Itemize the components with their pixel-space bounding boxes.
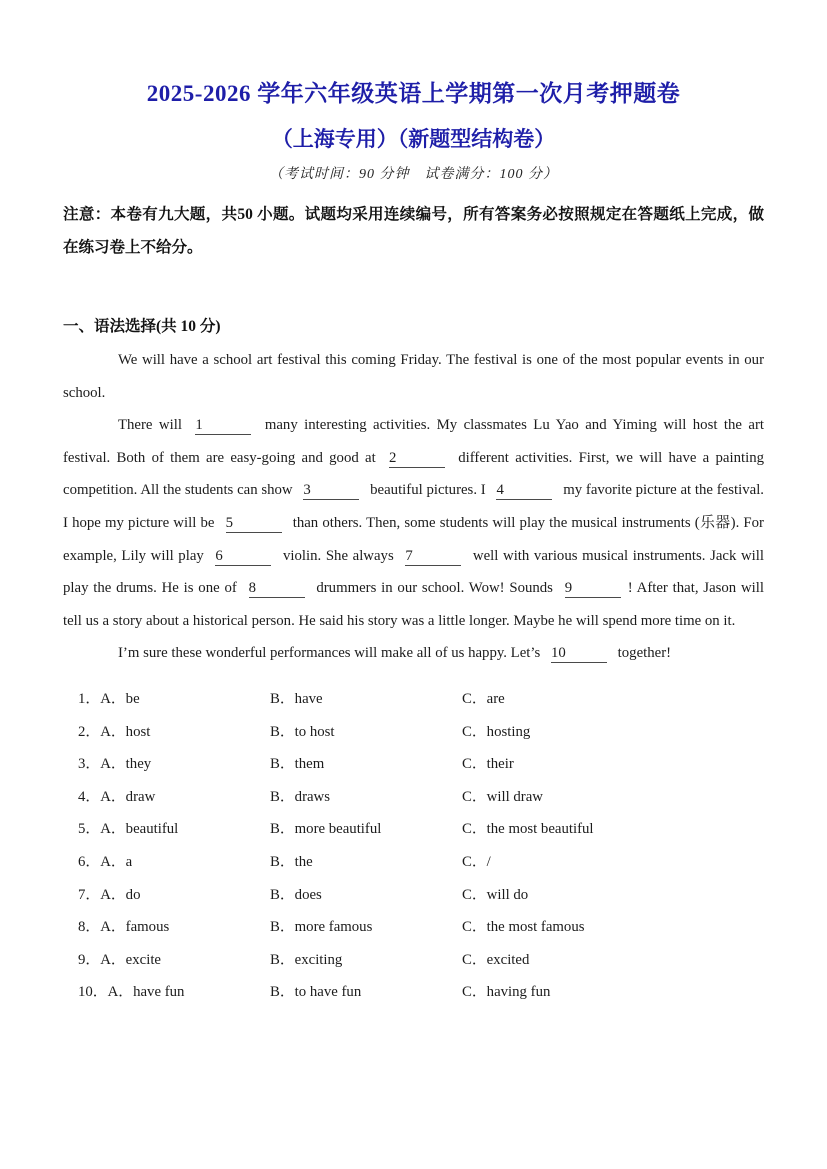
- option-row-2: [78, 716, 764, 749]
- option-choice-9-c: C．excited: [462, 951, 530, 968]
- option-choice-7-b: B．does: [270, 886, 322, 903]
- fill-in-blank-9: 9: [565, 580, 621, 598]
- option-row-5: [78, 813, 764, 846]
- option-choice-8-a: 8．A．famous: [78, 919, 170, 936]
- section-one-heading: 一、语法选择(共 10 分): [63, 318, 221, 335]
- fill-in-blank-10: 10: [551, 645, 607, 663]
- option-choice-3-b: B．them: [270, 756, 325, 773]
- fill-in-blank-3: 3: [303, 482, 359, 500]
- fill-in-blank-8: 8: [249, 580, 305, 598]
- option-choice-3-c: C．their: [462, 756, 514, 773]
- option-choice-8-b: B．more famous: [270, 919, 373, 936]
- option-row-4: [78, 781, 764, 814]
- option-choice-9-b: B．exciting: [270, 951, 343, 968]
- option-choice-4-c: C．will draw: [462, 788, 543, 805]
- option-choice-4-a: 4．A．draw: [78, 788, 156, 805]
- option-choice-9-a: 9．A．excite: [78, 951, 162, 968]
- fill-in-blank-4: 4: [496, 482, 552, 500]
- option-choice-1-a: 1．A．be: [78, 690, 140, 707]
- exam-notice: 注意：本卷有九大题，共50 小题。试题均采用连续编号，所有答案务必按照规定在答题纸上完成，做在练习卷上不给分。: [63, 206, 764, 256]
- option-choice-4-b: B．draws: [270, 788, 331, 805]
- option-choice-2-a: 2．A．host: [78, 723, 151, 740]
- exam-info-line: （考试时间：90 分钟 试卷满分：100 分）: [269, 167, 558, 182]
- passage-paragraph-3: I’m sure these wonderful performances will make all of us happy. Let’s 10 together!: [118, 645, 672, 662]
- option-row-8: [78, 911, 764, 944]
- option-row-3: [78, 748, 764, 781]
- option-choice-10-a: 10．A．have fun: [78, 984, 185, 1001]
- option-row-10: [78, 976, 764, 1009]
- option-choice-1-c: C．are: [462, 690, 505, 707]
- paper-title-line1: 2025-2026 学年六年级英语上学期第一次月考押题卷: [146, 81, 681, 106]
- option-choice-5-a: 5．A．beautiful: [78, 821, 179, 838]
- option-choice-1-b: B．have: [270, 690, 323, 707]
- option-choice-5-c: C．the most beautiful: [462, 821, 594, 838]
- fill-in-blank-2: 2: [389, 450, 445, 468]
- option-choice-3-a: 3．A．they: [78, 756, 152, 773]
- paper-title-line2: （上海专用）（新题型结构卷）: [271, 127, 556, 151]
- passage-paragraph-1: We will have a school art festival this coming Friday. The festival is one of the most popular events in our school.: [63, 352, 764, 401]
- option-choice-2-c: C．hosting: [462, 723, 531, 740]
- option-choice-5-b: B．more beautiful: [270, 821, 382, 838]
- passage-paragraph-2: There will 1 many interesting activities. My classmates Lu Yao and Yiming will host the art festival. Both of them are easy-going and good at 2 different activities. First, we will have a painting competition. All the students can show 3 beautiful pictures. I 4 my favorite picture at the festival. I hope my picture will be 5 than others. Then, some students will play the musical instruments (乐器). For example, Lily will play 6 violin. She always 7 well with various musical instruments. Jack will play the drums. He is one of 8 drummers in our school. Wow! Sounds 9 ! After that, Jason will tell us a story about a historical person. He said his story was a little longer. Maybe he will spend more time on it.: [63, 417, 765, 629]
- option-choice-8-c: C．the most famous: [462, 919, 585, 936]
- option-choice-6-b: B．the: [270, 853, 313, 870]
- option-choice-6-c: C．/: [462, 853, 491, 870]
- option-row-6: [78, 846, 764, 879]
- option-choice-10-b: B．to have fun: [270, 984, 362, 1001]
- options-list: [63, 683, 764, 1009]
- option-choice-6-a: 6．A．a: [78, 853, 133, 870]
- option-choice-2-b: B．to host: [270, 723, 335, 740]
- option-row-9: [78, 944, 764, 977]
- option-choice-10-c: C．having fun: [462, 984, 551, 1001]
- fill-in-blank-5: 5: [226, 515, 282, 533]
- option-row-1: [78, 683, 764, 716]
- fill-in-blank-7: 7: [405, 548, 461, 566]
- option-choice-7-c: C．will do: [462, 886, 529, 903]
- option-row-7: [78, 879, 764, 912]
- fill-in-blank-1: 1: [195, 417, 251, 435]
- fill-in-blank-6: 6: [215, 548, 271, 566]
- option-choice-7-a: 7．A．do: [78, 886, 141, 903]
